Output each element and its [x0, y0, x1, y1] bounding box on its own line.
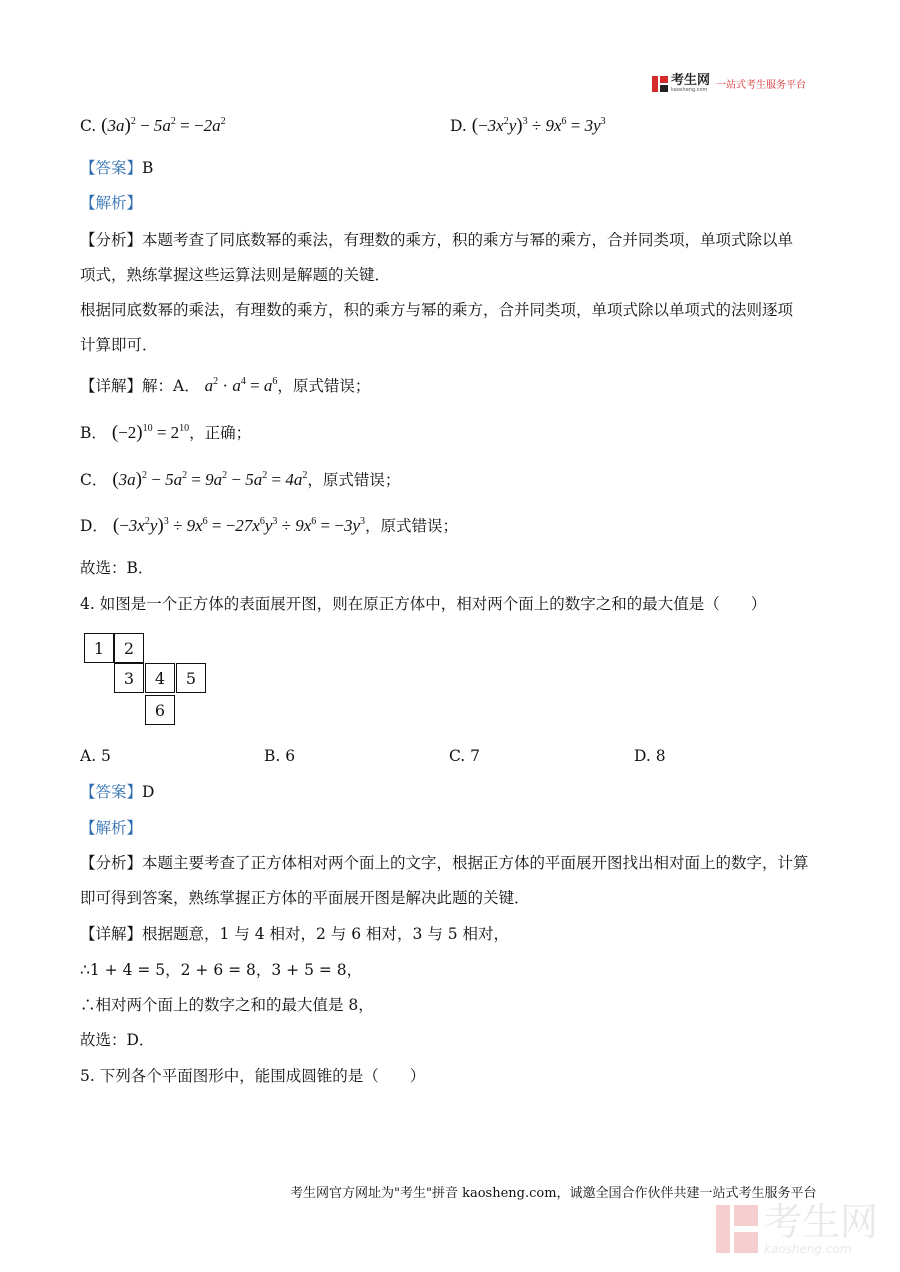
cube-net-figure: [84, 633, 210, 728]
q3-option-d: D. $(-3x^2y)^3 \div 9x^6 = 3y^3$: [450, 115, 606, 136]
q3-analysis-line4: 计算即可．: [80, 336, 158, 354]
net-face-3: 3: [114, 663, 144, 693]
watermark-text: 考生网: [764, 1200, 879, 1244]
brand-logo-icon: [652, 76, 668, 92]
q3-analysis-line1: 【分析】本题考查了同底数幂的乘法，有理数的乘方，积的乘方与幂的乘方，合并同类项，单项式除以单: [80, 231, 794, 249]
net-face-6: 6: [145, 695, 175, 725]
q4-option-b: B. 6: [264, 747, 296, 765]
net-face-2: 2: [114, 633, 144, 663]
q4-answer: 【答案】D: [80, 783, 155, 801]
q3-detail-a: 【详解】解：A． $a^2 \cdot a^4 = a^6$，原式错误；: [80, 376, 371, 395]
q4-detail-line1: 【详解】根据题意，1 与 4 相对，2 与 6 相对，3 与 5 相对，: [80, 925, 510, 943]
q4-fenxi-line1: 【分析】本题主要考查了正方体相对两个面上的文字，根据正方体的平面展开图找出相对面上的数字，计算: [80, 854, 809, 872]
net-face-4: 4: [145, 663, 175, 693]
q3-analysis-heading: 【解析】: [80, 194, 143, 212]
q4-conclusion: 故选：D．: [80, 1031, 155, 1049]
brand-domain: kaosheng.com: [671, 87, 708, 93]
q4-stem: 4. 如图是一个正方体的表面展开图，则在原正方体中，相对两个面上的数字之和的最大值是（ ）: [80, 595, 767, 613]
brand-name: 考生网: [671, 73, 711, 88]
net-face-1: 1: [84, 633, 114, 663]
q4-analysis-heading: 【解析】: [80, 819, 143, 837]
watermark-domain: kaosheng.com: [764, 1242, 852, 1256]
q4-therefore-2: ∴相对两个面上的数字之和的最大值是 8，: [80, 996, 374, 1014]
net-face-5: 5: [176, 663, 206, 693]
header-logo: [652, 74, 806, 93]
brand-slogan: 一站式考生服务平台: [716, 80, 807, 91]
q3-detail-b: B． $(-2)^{10} = 2^{10}$，正确；: [80, 422, 252, 443]
watermark: [716, 1202, 878, 1256]
watermark-logo-icon: [716, 1205, 758, 1253]
q5-stem: 5. 下列各个平面图形中，能围成圆锥的是（ ）: [80, 1067, 426, 1085]
q3-answer: 【答案】B: [80, 159, 154, 177]
q4-option-d: D. 8: [634, 747, 666, 765]
q4-therefore-1: ∴1 + 4 = 5，2 + 6 = 8，3 + 5 = 8，: [80, 961, 363, 979]
q3-analysis-line3: 根据同底数幂的乘法，有理数的乘方，积的乘方与幂的乘方，合并同类项，单项式除以单项式的法则逐项: [80, 301, 794, 319]
q3-conclusion: 故选：B．: [80, 559, 154, 577]
q3-analysis-line2: 项式，熟练掌握这些运算法则是解题的关键．: [80, 266, 391, 284]
page-footer: 考生网官方网址为"考生"拼音 kaosheng.com，诚邀全国合作伙伴共建一站式考生服务平台: [290, 1186, 817, 1201]
q3-detail-d: D． $(-3x^2y)^3 \div 9x^6 = -27x^6y^3 \div 9x^6 = -3y^3$，原式错误；: [80, 515, 459, 536]
q4-option-a: A. 5: [80, 747, 111, 765]
q3-detail-c: C． $(3a)^2 - 5a^2 = 9a^2 - 5a^2 = 4a^2$，原式错误；: [80, 469, 401, 490]
q3-option-c: C. $(3a)^2 - 5a^2 = -2a^2$: [80, 115, 226, 136]
q4-fenxi-line2: 即可得到答案，熟练掌握正方体的平面展开图是解决此题的关键．: [80, 889, 530, 907]
q4-option-c: C. 7: [449, 747, 481, 765]
